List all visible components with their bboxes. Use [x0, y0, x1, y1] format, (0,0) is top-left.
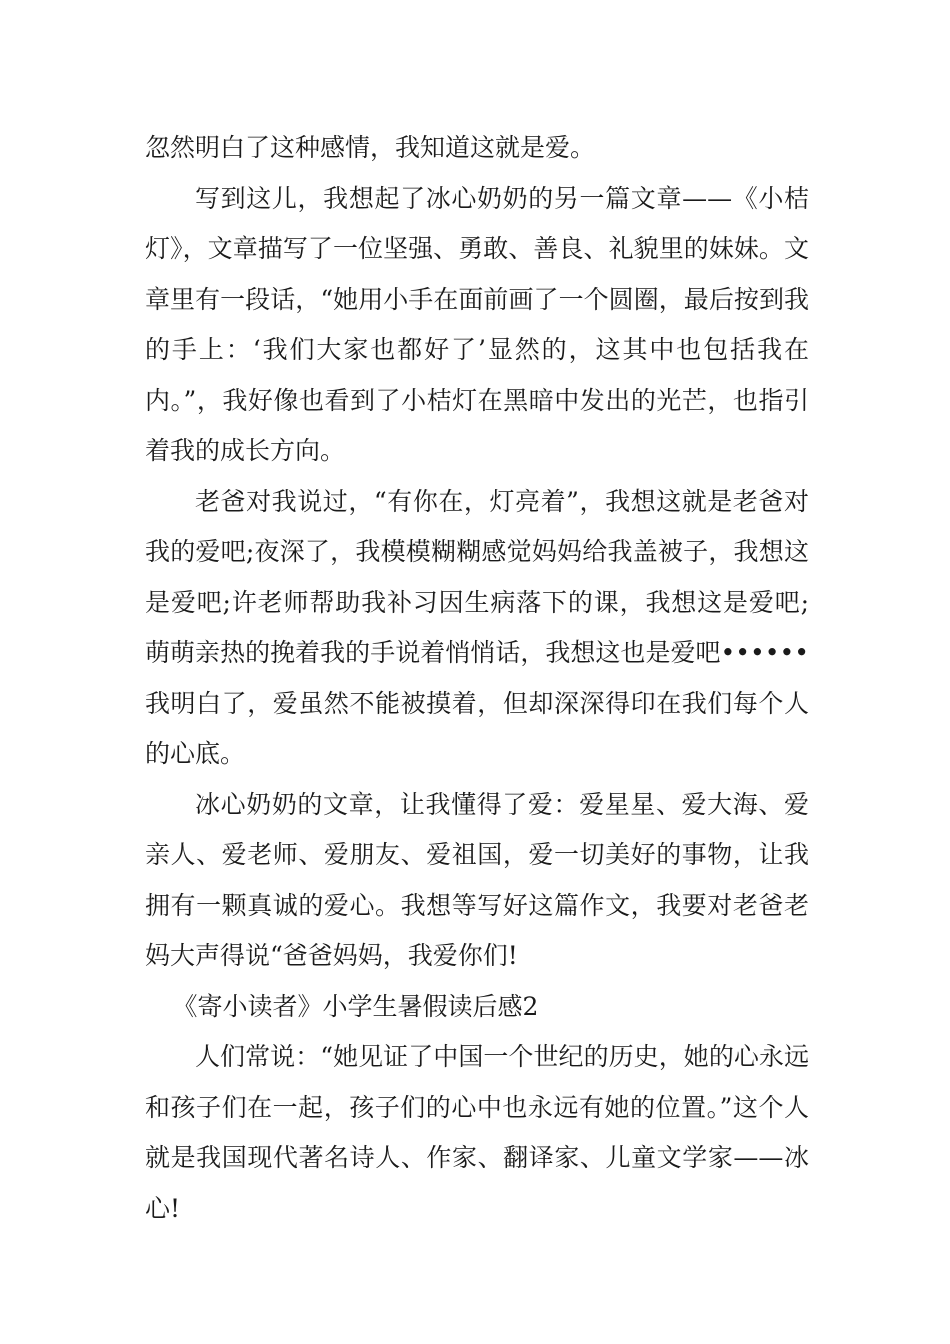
paragraph-intro-bingxin: 人们常说：“她见证了中国一个世纪的历史，她的心永远和孩子们在一起，孩子们的心中也永远有她的位置。”这个人就是我国现代著名诗人、作家、翻译家、儿童文学家——冰心! [145, 1042, 809, 1223]
paragraph-little-orange-lamp: 写到这儿，我想起了冰心奶奶的另一篇文章——《小桔灯》，文章描写了一位坚强、勇敢、善良、礼貌里的妹妹。文章里有一段话，“她用小手在面前画了一个圆圈，最后按到我的手上：‘我们大家也都好了’显然的，这其中也包括我在内。”，我好像也看到了小桔灯在黑暗中发出的光芒，也指引着我的成长方向。 [145, 183, 809, 465]
paragraph-bingxin-lesson: 冰心奶奶的文章，让我懂得了爱：爱星星、爱大海、爱亲人、爱老师、爱朋友、爱祖国，爱一切美好的事物，让我拥有一颗真诚的爱心。我想等写好这篇作文，我要对老爸老妈大声得说“爸爸妈妈，我爱你们! [145, 789, 809, 970]
paragraph-continuation: 忽然明白了这种感情，我知道这就是爱。 [145, 133, 596, 162]
document-body [145, 123, 809, 1234]
section-heading: 《寄小读者》小学生暑假读后感2 [172, 991, 539, 1021]
paragraph-dad-love: 老爸对我说过，“有你在，灯亮着”，我想这就是老爸对我的爱吧;夜深了，我模模糊糊感觉妈妈给我盖被子，我想这是爱吧;许老师帮助我补习因生病落下的课，我想这是爱吧;萌萌亲热的挽着我的手说着悄悄话，我想这也是爱吧••••••我明白了，爱虽然不能被摸着，但却深深得印在我们每个人的心底。 [145, 486, 809, 768]
